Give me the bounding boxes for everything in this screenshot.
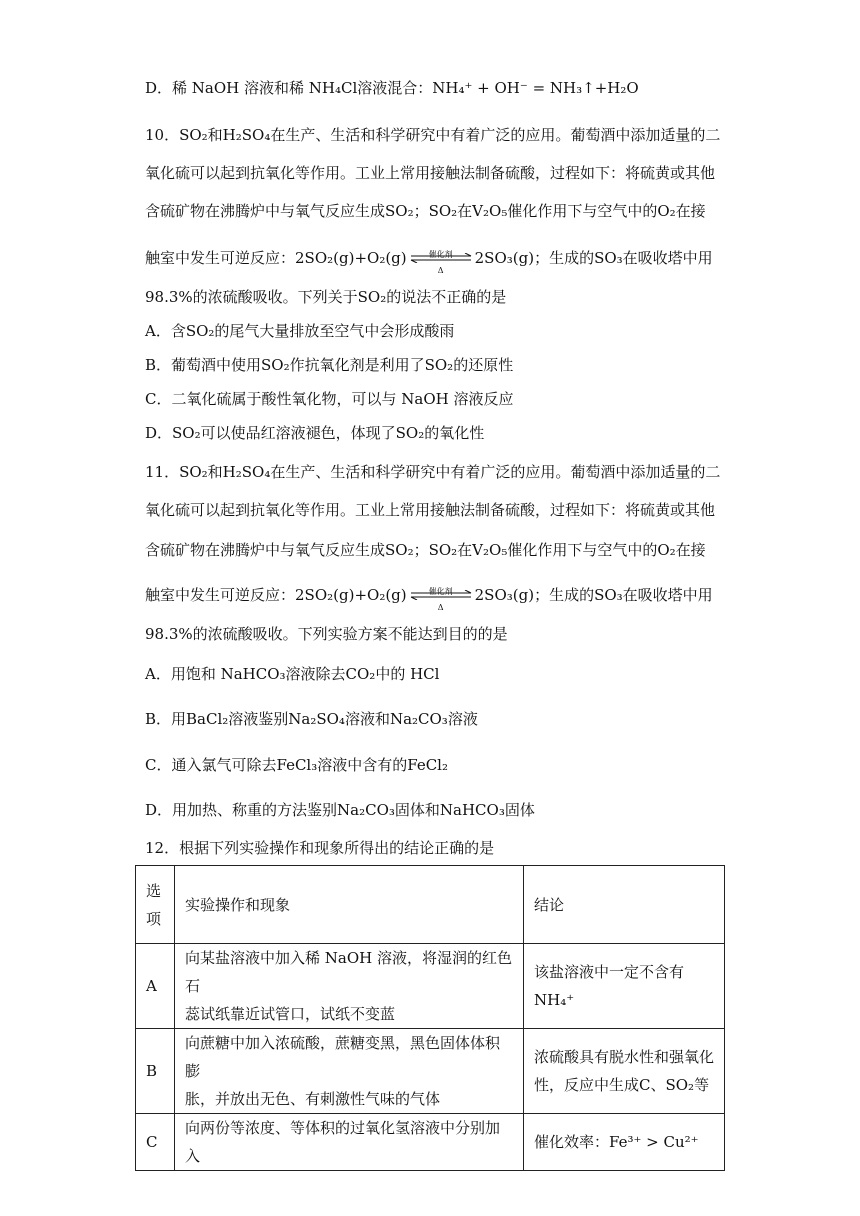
- table-row: [136, 1029, 725, 1114]
- q10-context-line3: 含硫矿物在沸腾炉中与氧气反应生成SO₂；SO₂在V₂O₅催化作用下与空气中的O₂在接: [145, 202, 706, 220]
- reversible-arrow-icon: 催化剂 Δ: [409, 586, 473, 606]
- q10-option-c: C．二氧化硫属于酸性氧化物，可以与 NaOH 溶液反应: [145, 390, 514, 408]
- q11-context-line2: 氧化硫可以起到抗氧化等作用。工业上常用接触法制备硫酸，过程如下：将硫黄或其他: [145, 501, 716, 519]
- header-operation: 实验操作和现象: [175, 866, 524, 944]
- q11-stem: 下列实验方案不能达到目的的是: [297, 625, 508, 643]
- row-conclusion: 浓硫酸具有脱水性和强氧化 性，反应中生成C、SO₂等: [524, 1029, 725, 1114]
- row-option: C: [136, 1114, 175, 1171]
- row-operation: 向蔗糖中加入浓硫酸，蔗糖变黑，黑色固体体积膨 胀，并放出无色、有刺激性气味的气体: [175, 1029, 524, 1114]
- q10-context-line1: 10．SO₂和H₂SO₄在生产、生活和科学研究中有着广泛的应用。葡萄酒中添加适量的二: [145, 126, 721, 144]
- equation-right: 2SO₃(g): [474, 249, 535, 267]
- row-option: B: [136, 1029, 175, 1114]
- q11-option-c: C．通入氯气可除去FeCl₃溶液中含有的FeCl₂: [145, 756, 448, 774]
- q11-context-line4: 触室中发生可逆反应：2SO₂(g)+O₂(g) 催化剂 Δ 2SO₃(g)；生成的SO₃在吸收塔中用: [145, 586, 713, 612]
- row-operation: 向某盐溶液中加入稀 NaOH 溶液，将湿润的红色石 蕊试纸靠近试管口，试纸不变蓝: [175, 944, 524, 1029]
- row-conclusion: 该盐溶液中一定不含有NH₄⁺: [524, 944, 725, 1029]
- q12-table: [135, 865, 725, 1171]
- q11-option-d: D．用加热、称重的方法鉴别Na₂CO₃固体和NaHCO₃固体: [145, 801, 535, 819]
- equation-left: 2SO₂(g)+O₂(g): [295, 586, 407, 604]
- q11-context-line1: 11．SO₂和H₂SO₄在生产、生活和科学研究中有着广泛的应用。葡萄酒中添加适量的二: [145, 463, 721, 481]
- q10-number: 10．: [145, 126, 180, 144]
- q10-context-line4: 触室中发生可逆反应：2SO₂(g)+O₂(g) 催化剂 Δ 2SO₃(g)；生成的SO₃在吸收塔中用: [145, 249, 713, 275]
- q9-option-d: D．稀 NaOH 溶液和稀 NH₄Cl溶液混合：NH₄⁺ + OH⁻ = NH₃↑+H₂O: [145, 79, 639, 97]
- q11-number: 11．: [145, 463, 180, 481]
- q10-option-d: D．SO₂可以使品红溶液褪色，体现了SO₂的氧化性: [145, 424, 485, 442]
- q10-option-b: B．葡萄酒中使用SO₂作抗氧化剂是利用了SO₂的还原性: [145, 356, 514, 374]
- q12-stem: 12．根据下列实验操作和现象所得出的结论正确的是: [145, 839, 495, 857]
- equation-left: 2SO₂(g)+O₂(g): [295, 249, 407, 267]
- table-row: [136, 944, 725, 1029]
- equation-right: 2SO₃(g): [474, 586, 535, 604]
- q11-option-a: A．用饱和 NaHCO₃溶液除去CO₂中的 HCl: [145, 665, 440, 683]
- q10-context-line2: 氧化硫可以起到抗氧化等作用。工业上常用接触法制备硫酸，过程如下：将硫黄或其他: [145, 164, 716, 182]
- row-option: A: [136, 944, 175, 1029]
- table-row: [136, 1114, 725, 1171]
- row-conclusion: 催化效率：Fe³⁺ > Cu²⁺: [524, 1114, 725, 1171]
- header-option: 选 项: [136, 866, 175, 944]
- q10-option-a: A．含SO₂的尾气大量排放至空气中会形成酸雨: [145, 322, 455, 340]
- q10-context-line5: 98.3%的浓硫酸吸收。下列关于SO₂的说法不正确的是: [145, 288, 507, 306]
- reversible-arrow-icon: 催化剂 Δ: [409, 249, 473, 269]
- q11-option-b: B．用BaCl₂溶液鉴别Na₂SO₄溶液和Na₂CO₃溶液: [145, 710, 478, 728]
- q10-stem: 下列关于SO₂的说法不正确的是: [297, 288, 507, 306]
- header-conclusion: 结论: [524, 866, 725, 944]
- q11-context-line3: 含硫矿物在沸腾炉中与氧气反应生成SO₂；SO₂在V₂O₅催化作用下与空气中的O₂在接: [145, 541, 706, 559]
- table-header-row: [136, 866, 725, 944]
- row-operation: 向两份等浓度、等体积的过氧化氢溶液中分别加入: [175, 1114, 524, 1171]
- q11-context-line5: 98.3%的浓硫酸吸收。下列实验方案不能达到目的的是: [145, 625, 508, 643]
